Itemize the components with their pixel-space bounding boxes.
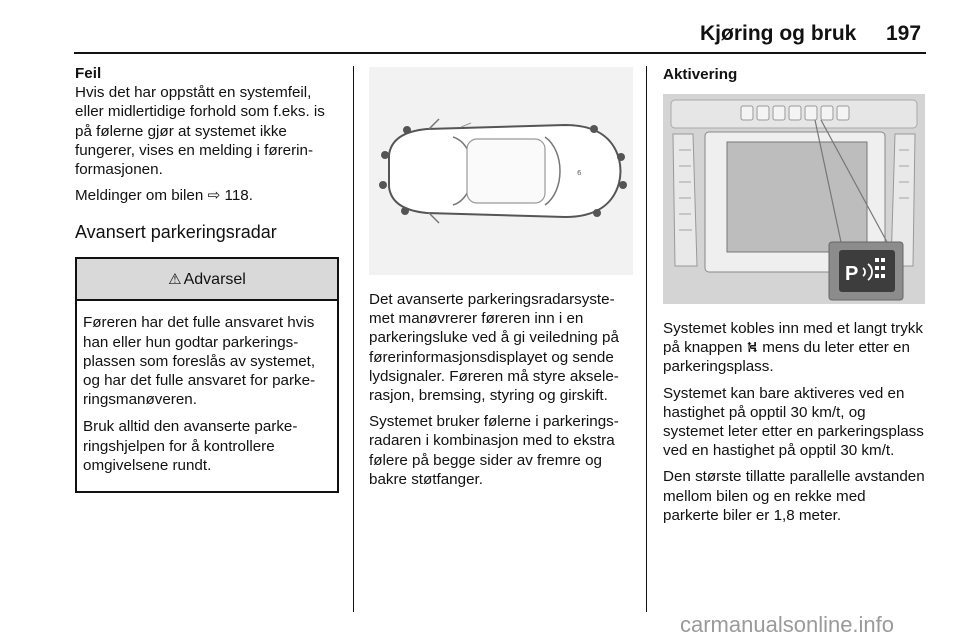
activation-heading: Aktivering [663, 66, 738, 83]
park-assist-button-label: P [845, 263, 859, 285]
activation-text-part-1: Systemet kobles inn med et langt trykk på knappen [663, 320, 923, 357]
messages-text: Meldinger om bilen [75, 187, 204, 205]
warning-triangle-icon: ⚠ [168, 269, 182, 288]
dashboard-illustration [663, 94, 925, 304]
messages-reference [75, 186, 343, 205]
section-heading: Avansert parkeringsradar [75, 222, 277, 243]
car-top-view-icon [369, 67, 633, 275]
column-2 [369, 290, 633, 496]
column-3-paragraph-2: Systemet kan bare aktiveres ved en hastighet på opptil 30 km/t, og systemet leter etter en parkeringsplass ved en hastighet på opptil 30 km/t. [663, 384, 924, 460]
watermark: carmanualsonline.info [680, 612, 895, 637]
page-reference-arrow-icon: ⇨ [207, 186, 221, 205]
column-3 [663, 65, 925, 84]
dashboard-console-icon [663, 94, 925, 304]
column-divider-1 [353, 66, 354, 612]
warning-paragraph-1: Føreren har det fulle ansvaret hvis han eller hun godtar parkeringsplassen som foreslås av systemet, og har det fulle ansvaret for parkeringsmanøveren. [83, 314, 316, 409]
column-2-paragraph-1: Det avanserte parkeringsradarsystemet manøvrerer føreren inn i en parkeringsluke ved å gi veiledning på førerinformasjonsdisplayet og sende lydsignaler. Føreren må styre akselerasjon, bremsing, styring og girskift. [369, 291, 619, 405]
page-header-title: Kjøring og bruk [700, 22, 857, 45]
park-assist-button-icon: ⛕ [746, 338, 758, 357]
column-3-paragraph-3: Den største tillatte parallelle avstanden mellom bilen og en rekke med parkerte biler er 1,8 meter. [663, 468, 925, 524]
column-1 [75, 64, 343, 493]
fault-heading: Feil [75, 65, 102, 82]
page-number: 197 [886, 22, 922, 45]
warning-paragraph-2: Bruk alltid den avanserte parkeringshjelpen for å kontrollere omgivelsene rundt. [83, 418, 298, 474]
warning-title: Advarsel [183, 270, 246, 288]
car-sensor-illustration [369, 67, 633, 275]
header-rule [74, 52, 926, 54]
messages-page-link[interactable]: 118. [224, 187, 253, 205]
column-divider-2 [646, 66, 647, 612]
column-3-paragraph-1 [663, 319, 925, 377]
image-label: 6 [577, 169, 582, 177]
fault-text: Hvis det har oppstått en systemfeil, eller midlertidige forhold som f.eks. is på følerne gjør at systemet ikke fungerer, vises en melding i førerinformasjonen. [75, 84, 325, 179]
warning-header [77, 259, 337, 301]
warning-body [77, 301, 337, 491]
column-3-text [663, 319, 925, 532]
column-2-paragraph-2: Systemet bruker følerne i parkeringsradaren i kombinasjon med to ekstra følere på begge sider av fremre og bakre støtfanger. [369, 413, 619, 488]
warning-box [75, 257, 339, 493]
activation-text-part-2: mens du leter etter en parkeringsplass. [663, 339, 910, 376]
